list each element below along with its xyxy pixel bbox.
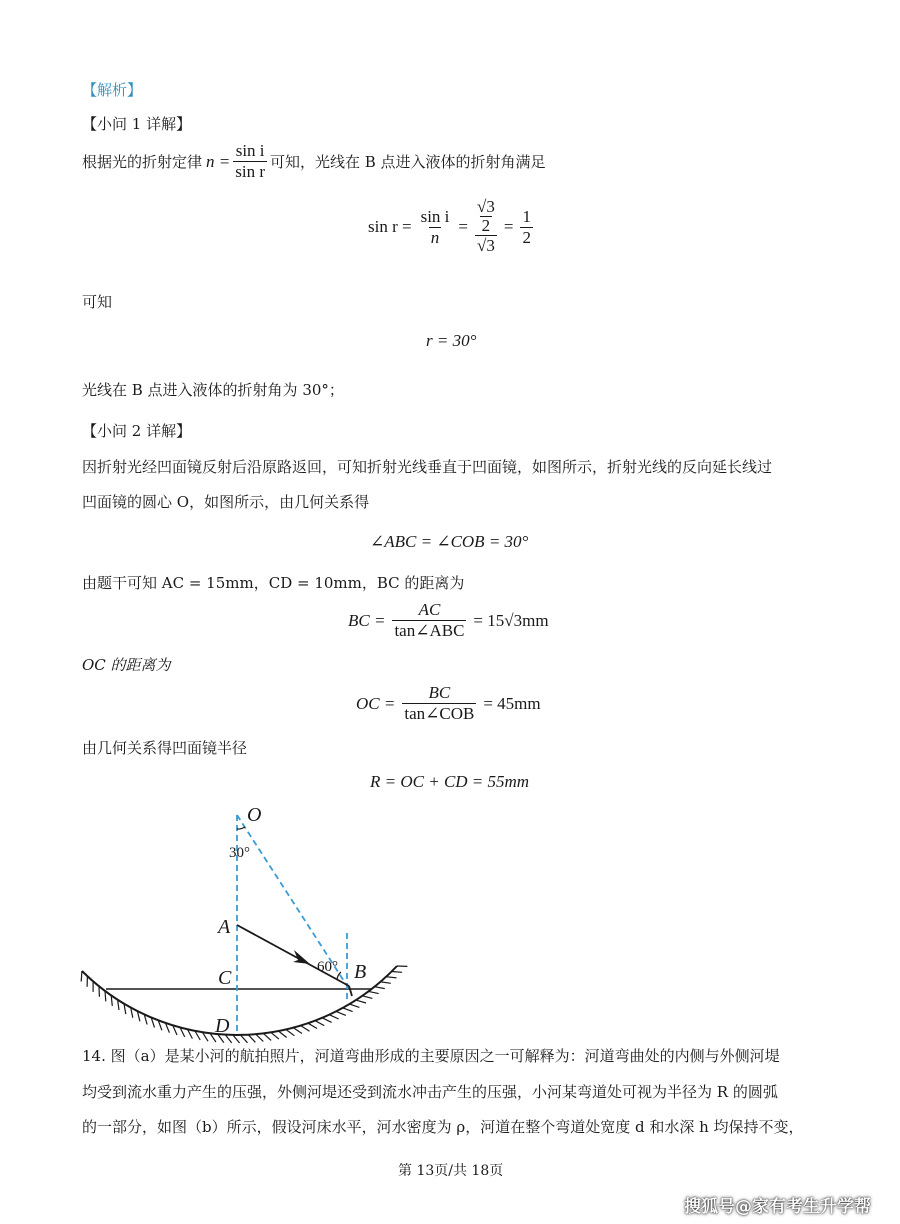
mirror-hatch-mark [308, 1023, 317, 1028]
label-c: C [218, 967, 232, 989]
label-angle-30: 30° [229, 845, 250, 861]
mirror-hatch-mark [286, 1030, 295, 1036]
mirror-hatch-mark [279, 1031, 287, 1037]
mirror-hatch-mark [386, 977, 396, 978]
eq1-result-num: 1 [522, 206, 531, 226]
bc-num: AC [418, 600, 441, 619]
angle-arc-o [237, 827, 245, 829]
label-angle-60: 60° [317, 959, 338, 975]
mirror-hatch-mark [356, 1000, 366, 1003]
then-label: 可知 [82, 293, 113, 311]
eq1-equals-2: = [503, 217, 514, 236]
label-a: A [218, 916, 231, 938]
mirror-hatch-mark [362, 996, 372, 999]
incident-ray-ab [237, 925, 349, 986]
mirror-hatch-mark [233, 1035, 240, 1043]
q14-line3: 的一部分，如图（b）所示，假设河床水平，河水密度为 ρ，河道在整个弯道处宽度 d 和水深 h 均保持不变， [82, 1118, 804, 1136]
mirror-hatch-mark [329, 1015, 339, 1019]
law-numerator: sin i [235, 141, 265, 160]
mirror-hatch-mark [322, 1018, 331, 1023]
eq1-lhs: sin r = [368, 217, 412, 236]
label-o: O [247, 804, 262, 826]
analysis-heading: 【解析】 [82, 81, 143, 99]
mirror-hatch-mark [336, 1011, 346, 1015]
eq1-frac-den: n [430, 227, 440, 247]
oc-rhs: = 45mm [483, 693, 541, 713]
equation-angles: ∠ABC = ∠COB = 30° [370, 532, 529, 551]
mirror-hatch-mark [293, 1028, 302, 1034]
concave-mirror-arc [82, 966, 397, 1035]
radius-label: 由几何关系得凹面镜半径 [82, 739, 248, 757]
oc-lhs: OC = [356, 693, 396, 713]
q14-line1: 14. 图（a）是某小河的航拍照片，河道弯曲形成的主要原因之一可解释为：河道弯曲处的内侧与外侧河堤 [82, 1047, 780, 1065]
eq1-frac-num: sin i [420, 206, 450, 226]
eq1-inner-num: √3 [477, 197, 495, 216]
part1-conclusion: 光线在 B 点进入液体的折射角为 30°； [82, 381, 344, 399]
mirror-hatch-mark [350, 1004, 360, 1007]
mirror-hatch-mark [343, 1008, 353, 1012]
bc-den: tan∠ABC [394, 621, 465, 640]
bc-rhs: = 15√3mm [473, 610, 549, 630]
eq1-equals: = [458, 217, 468, 236]
mirror-hatch-mark [369, 991, 379, 993]
mirror-hatch-mark [248, 1035, 255, 1043]
label-b: B [354, 961, 367, 983]
given-values: 由题干可知 AC = 15mm，CD = 10mm，BC 的距离为 [82, 574, 465, 592]
watermark: 搜狐号@家有考生升学帮 [684, 1197, 871, 1217]
oc-den: tan∠COB [404, 704, 475, 723]
part2-para1: 因折射光经凹面镜反射后沿原路返回，可知折射光线垂直于凹面镜，如图所示，折射光线的反向延长线过 [82, 458, 773, 476]
part1-intro-before: 根据光的折射定律 [82, 152, 203, 171]
q14-line2: 均受到流水重力产生的压强，外侧河堤还受到流水冲击产生的压强，小河某弯道处可视为半径为 R 的圆弧 [82, 1083, 778, 1101]
mirror-hatch-mark [81, 971, 82, 981]
equation-r: r = 30° [426, 331, 477, 350]
mirror-hatch-mark [105, 991, 106, 1001]
mirror-hatch-mark [375, 987, 385, 989]
law-lhs: n = [206, 151, 231, 171]
eq1-outer-den: √3 [477, 236, 495, 255]
mirror-hatch-mark [315, 1021, 324, 1026]
oc-num: BC [428, 683, 451, 702]
mirror-hatch-mark [301, 1026, 310, 1032]
part1-intro-after: 可知，光线在 B 点进入液体的折射角满足 [270, 152, 546, 171]
eq1-result-den: 2 [522, 227, 531, 247]
equation-radius: R = OC + CD = 55mm [370, 772, 530, 791]
part2-heading: 【小问 2 详解】 [82, 422, 192, 440]
oc-label: OC 的距离为 [82, 656, 171, 674]
mirror-hatch-mark [392, 972, 402, 973]
bc-lhs: BC = [348, 610, 386, 630]
mirror-hatch-mark [241, 1035, 248, 1043]
mirror-hatch-mark [256, 1034, 263, 1041]
refracted-ray [349, 986, 352, 996]
law-denominator: sin r [235, 162, 265, 181]
part1-heading: 【小问 1 详解】 [82, 115, 192, 133]
mirror-hatch-mark [271, 1032, 279, 1039]
label-d: D [215, 1015, 230, 1037]
eq1-inner-den: 2 [481, 216, 491, 235]
part2-para2: 凹面镜的圆心 O，如图所示，由几何关系得 [82, 493, 370, 511]
mirror-hatch-mark [380, 982, 390, 984]
page-footer: 第 13页/共 18页 [398, 1163, 504, 1179]
mirror-hatch-mark [263, 1033, 271, 1040]
